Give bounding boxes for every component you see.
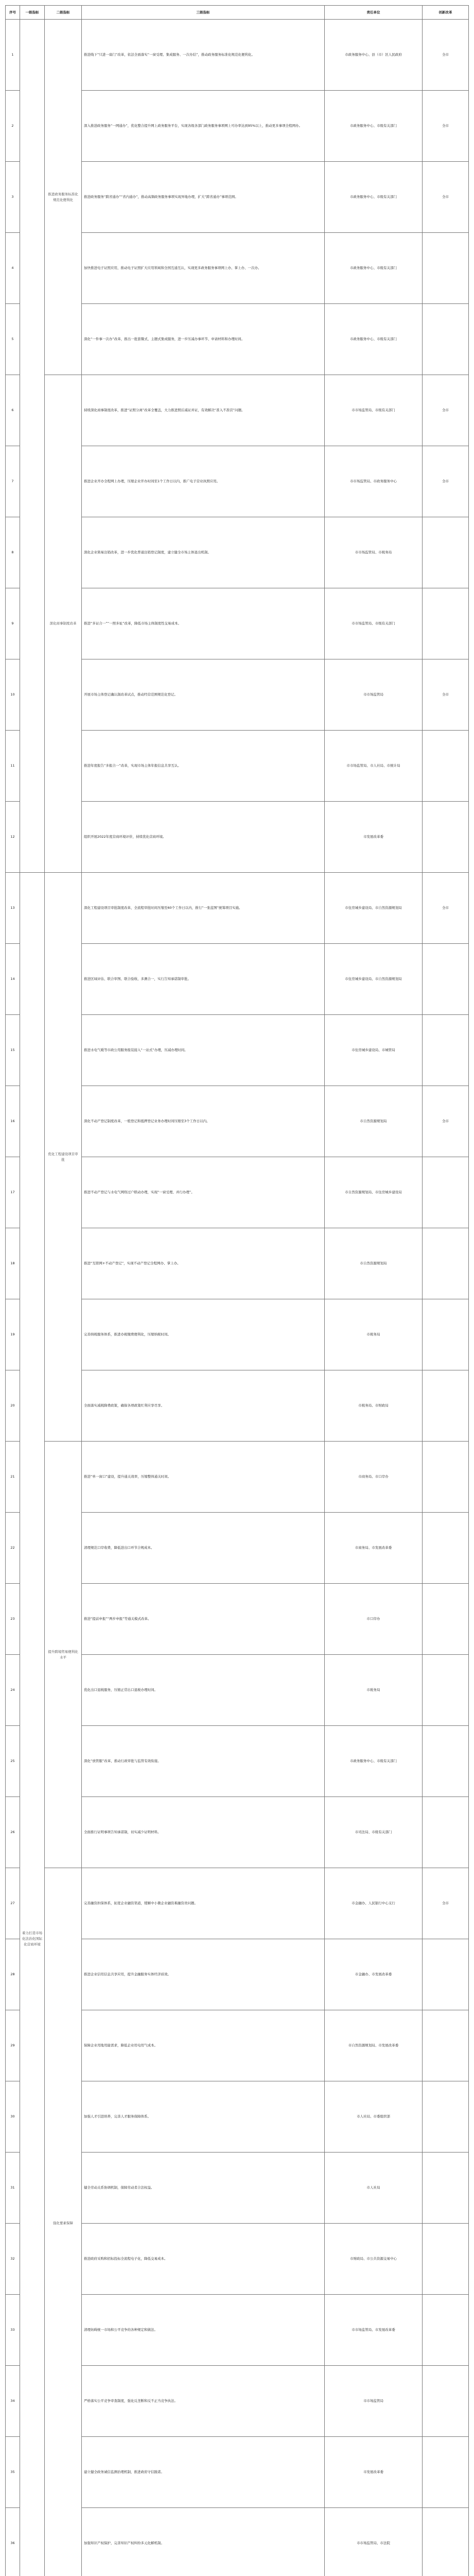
task-description: 清理妨碍统一市场和公平竞争的各种规定和做法。 bbox=[82, 2295, 325, 2366]
responsible-units: 市税务局、市财政局 bbox=[325, 1370, 423, 1442]
responsible-units: 市市场监管局、市法院 bbox=[325, 2508, 423, 2576]
level2-indicator: 深化商事制度改革 bbox=[45, 375, 82, 873]
row-number: 15 bbox=[6, 1015, 20, 1086]
reform-mark bbox=[423, 233, 469, 304]
responsible-units: 市政务服务中心、市级有关部门 bbox=[325, 162, 423, 233]
task-description: 加快推进电子证照应用，推动电子证照扩大应用领域和全国互通互认，实现更多政务服务事项网上办、掌上办、一次办。 bbox=[82, 233, 325, 304]
task-description: 推进“单一窗口”建设，提升通关效率，压缩整体通关时间。 bbox=[82, 1442, 325, 1513]
task-description: 深化工程建设项目审批制度改革，全流程审批时间压缩至60个工作日以内，推行“一张蓝图”统筹项目实施。 bbox=[82, 873, 325, 944]
row-number: 21 bbox=[6, 1442, 20, 1513]
responsible-units: 市市场监管局、市发展改革委 bbox=[325, 2295, 423, 2366]
responsible-units: 市财政局、市公共资源交易中心 bbox=[325, 2224, 423, 2295]
responsible-units: 市发展改革委 bbox=[325, 2437, 423, 2508]
responsible-units: 市金融办、市发展改革委 bbox=[325, 1939, 423, 2010]
row-number: 4 bbox=[6, 233, 20, 304]
reform-mark: 全市 bbox=[423, 659, 469, 731]
task-description: 推进线下“只进一扇门”改革，依法全面落实“一窗受理、集成服务、一次办结”，推动政务服务标准化规范化便利化。 bbox=[82, 20, 325, 91]
reform-mark bbox=[423, 731, 469, 802]
responsible-units: 市市场监管局 bbox=[325, 659, 423, 731]
task-description: 优化出口退税服务，压缩正常出口退税办理时间。 bbox=[82, 1655, 325, 1726]
responsible-units: 市自然资源规划局 bbox=[325, 1228, 423, 1299]
responsible-units: 市政务服务中心、市级有关部门 bbox=[325, 1726, 423, 1797]
row-number: 32 bbox=[6, 2224, 20, 2295]
task-description: 持续深化商事制度改革，推进“证照分离”改革全覆盖，大力推进照后减证并证，有效解决“准入不准营”问题。 bbox=[82, 375, 325, 446]
task-description: 加强人才引进培养，完善人才服务保障体系。 bbox=[82, 2081, 325, 2153]
task-description: 推进区域评估、联合审图、联合验收、多测合一，实行告知承诺制审批。 bbox=[82, 944, 325, 1015]
reform-mark bbox=[423, 1228, 469, 1299]
task-description: 推进年度报告“多报合一”改革，实现市场主体年报信息共享互认。 bbox=[82, 731, 325, 802]
responsible-units: 市政务服务中心、市级有关部门 bbox=[325, 233, 423, 304]
task-description: 深化“一件事一次办”改革，推出一批套餐式、主题式集成服务，进一步压减办事环节、申请材料和办理时间。 bbox=[82, 304, 325, 375]
row-number: 34 bbox=[6, 2366, 20, 2437]
task-description: 健全劳动关系协调机制，保障劳动者合法权益。 bbox=[82, 2153, 325, 2224]
task-description: 保障企业用地用能需求，降低企业用电用气成本。 bbox=[82, 2010, 325, 2081]
row-number: 8 bbox=[6, 517, 20, 588]
reform-mark: 全市 bbox=[423, 873, 469, 944]
responsible-units: 市市场监管局、市级有关部门 bbox=[325, 375, 423, 446]
reform-mark bbox=[423, 1442, 469, 1513]
row-number: 29 bbox=[6, 2010, 20, 2081]
reform-mark bbox=[423, 2224, 469, 2295]
row-number: 25 bbox=[6, 1726, 20, 1797]
task-description: 推进不动产登记与水电气网络过户联动办理，实现“一窗受理、并行办理”。 bbox=[82, 1157, 325, 1228]
reform-mark bbox=[423, 1157, 469, 1228]
row-number: 13 bbox=[6, 873, 20, 944]
responsible-units: 市司法局、市级有关部门 bbox=[325, 1797, 423, 1868]
reform-mark bbox=[423, 1015, 469, 1086]
task-description: 深化不动产登记制度改革，一般登记和抵押登记业务办理时间压缩至3个工作日以内。 bbox=[82, 1086, 325, 1157]
row-number: 27 bbox=[6, 1868, 20, 1939]
reform-mark: 全市 bbox=[423, 1868, 469, 1939]
task-description: 推进企业信用信息共享应用，提升金融服务实体经济质效。 bbox=[82, 1939, 325, 2010]
responsible-units: 市自然资源规划局、市发展改革委 bbox=[325, 2010, 423, 2081]
table-row bbox=[6, 873, 469, 944]
header-reform: 创新改革 bbox=[423, 6, 469, 20]
responsible-units: 市政务服务中心、县（市）区人民政府 bbox=[325, 20, 423, 91]
task-description: 推进“多证合一”“一照多址”改革，降低市场主体制度性交易成本。 bbox=[82, 588, 325, 659]
header-level2: 二级指标 bbox=[45, 6, 82, 20]
reform-mark bbox=[423, 1726, 469, 1797]
header-level1: 一级指标 bbox=[20, 6, 45, 20]
row-number: 31 bbox=[6, 2153, 20, 2224]
row-number: 30 bbox=[6, 2081, 20, 2153]
row-number: 14 bbox=[6, 944, 20, 1015]
row-number: 24 bbox=[6, 1655, 20, 1726]
responsible-units: 市自然资源规划局 bbox=[325, 1086, 423, 1157]
responsible-units: 市住房城乡建设局、市自然资源规划局 bbox=[325, 873, 423, 944]
reform-mark: 全市 bbox=[423, 446, 469, 517]
task-description: 深入推进政务服务“一网通办”，优化整合提升网上政务服务平台，实现各级各部门政务服务事项网上可办率达到95%以上，推动更多事项全程网办。 bbox=[82, 91, 325, 162]
responsible-units: 市住房城乡建设局、市自然资源规划局 bbox=[325, 944, 423, 1015]
reform-mark: 全市 bbox=[423, 1086, 469, 1157]
reform-mark bbox=[423, 1939, 469, 2010]
row-number: 6 bbox=[6, 375, 20, 446]
reform-mark: 全市 bbox=[423, 375, 469, 446]
responsible-units: 市金融办、人民银行中心支行 bbox=[325, 1868, 423, 1939]
level2-indicator: 提升跨境贸易便利化水平 bbox=[45, 1442, 82, 1868]
reform-mark bbox=[423, 2153, 469, 2224]
reform-mark bbox=[423, 1513, 469, 1584]
reform-mark bbox=[423, 2508, 469, 2576]
row-number: 9 bbox=[6, 588, 20, 659]
row-number: 16 bbox=[6, 1086, 20, 1157]
level1-indicator bbox=[20, 20, 45, 873]
task-description: 推进“互联网+不动产登记”，实现不动产登记全程网办、掌上办。 bbox=[82, 1228, 325, 1299]
header-level3: 三级指标 bbox=[82, 6, 325, 20]
task-description: 推进水电气暖等市政公用服务报装接入“一站式”办理，压减办理时间。 bbox=[82, 1015, 325, 1086]
reform-mark bbox=[423, 802, 469, 873]
row-number: 7 bbox=[6, 446, 20, 517]
row-number: 1 bbox=[6, 20, 20, 91]
level2-indicator: 强化要素保障 bbox=[45, 1868, 82, 2576]
task-description: 推进企业开办全程网上办理，压缩企业开办时间至1个工作日以内，推广电子营业执照应用。 bbox=[82, 446, 325, 517]
reform-mark bbox=[423, 1655, 469, 1726]
level2-indicator: 推进政务服务标准化规范化便利化 bbox=[45, 20, 82, 375]
responsible-units: 市口岸办 bbox=[325, 1584, 423, 1655]
reform-mark: 全市 bbox=[423, 91, 469, 162]
responsible-units: 市市场监管局、市税务局 bbox=[325, 517, 423, 588]
task-description: 全面落实减税降费政策，确保各项政策红利应享尽享。 bbox=[82, 1370, 325, 1442]
reform-mark bbox=[423, 944, 469, 1015]
responsible-units: 市自然资源规划局、市住房城乡建设局 bbox=[325, 1157, 423, 1228]
row-number: 19 bbox=[6, 1299, 20, 1370]
task-description: 完善纳税服务体系，推进办税缴费便利化，压缩纳税时间。 bbox=[82, 1299, 325, 1370]
table-row bbox=[6, 1442, 469, 1513]
row-number: 23 bbox=[6, 1584, 20, 1655]
row-number: 18 bbox=[6, 1228, 20, 1299]
responsible-units: 市发展改革委 bbox=[325, 802, 423, 873]
task-description: 推进政务服务“跨省通办”“省内通办”，推动高频政务服务事项实现异地办理，扩大“跨省通办”事项范围。 bbox=[82, 162, 325, 233]
responsible-units: 市市场监管局、市级有关部门 bbox=[325, 588, 423, 659]
responsible-units: 市市场监管局、市政务服务中心 bbox=[325, 446, 423, 517]
task-description: 深化企业简易注销改革，进一步优化普通注销登记制度，建立健全市场主体退出机制。 bbox=[82, 517, 325, 588]
task-description: 开展市场主体登记确认制改革试点，推动经营范围规范化登记。 bbox=[82, 659, 325, 731]
responsible-units: 市人社局 bbox=[325, 2153, 423, 2224]
reform-mark: 全市 bbox=[423, 162, 469, 233]
reform-mark bbox=[423, 2437, 469, 2508]
task-description: 全面推行证明事项告知承诺制，切实减少证明材料。 bbox=[82, 1797, 325, 1868]
table-row bbox=[6, 20, 469, 91]
row-number: 36 bbox=[6, 2508, 20, 2576]
table-row bbox=[6, 375, 469, 446]
task-description: 严格落实公平竞争审查制度，强化反垄断和反不正当竞争执法。 bbox=[82, 2366, 325, 2437]
task-description: 深化“放管服”改革，推动行政审批与监管有效衔接。 bbox=[82, 1726, 325, 1797]
reform-mark bbox=[423, 2366, 469, 2437]
reform-mark bbox=[423, 517, 469, 588]
reform-mark bbox=[423, 1584, 469, 1655]
reform-mark bbox=[423, 2081, 469, 2153]
reform-mark bbox=[423, 2295, 469, 2366]
responsible-units: 市商务局、市口岸办 bbox=[325, 1442, 423, 1513]
header-units: 责任单位 bbox=[325, 6, 423, 20]
task-description: 组织开展2022年度营商环境评价，持续优化营商环境。 bbox=[82, 802, 325, 873]
reform-mark bbox=[423, 1299, 469, 1370]
task-description: 推进政府采购和招标投标全流程电子化，降低交易成本。 bbox=[82, 2224, 325, 2295]
row-number: 5 bbox=[6, 304, 20, 375]
level2-indicator: 优化工程建设项目审批 bbox=[45, 873, 82, 1442]
level1-indicator: 着力打造市场化法治化国际化营商环境 bbox=[20, 873, 45, 2576]
row-number: 33 bbox=[6, 2295, 20, 2366]
task-description: 完善融资担保体系，拓宽企业融资渠道，缓解中小微企业融资难融资贵问题。 bbox=[82, 1868, 325, 1939]
row-number: 17 bbox=[6, 1157, 20, 1228]
responsible-units: 市人社局、市委组织部 bbox=[325, 2081, 423, 2153]
row-number: 26 bbox=[6, 1797, 20, 1868]
row-number: 12 bbox=[6, 802, 20, 873]
responsible-units: 市政务服务中心、市级有关部门 bbox=[325, 304, 423, 375]
row-number: 2 bbox=[6, 91, 20, 162]
row-number: 35 bbox=[6, 2437, 20, 2508]
task-description: 建立健全政务诚信监测治理机制，推进政府守信践诺。 bbox=[82, 2437, 325, 2508]
responsible-units: 市税务局 bbox=[325, 1655, 423, 1726]
row-number: 10 bbox=[6, 659, 20, 731]
responsible-units: 市住房城乡建设局、市城管局 bbox=[325, 1015, 423, 1086]
table-body bbox=[6, 20, 469, 2576]
reform-mark: 全市 bbox=[423, 20, 469, 91]
responsible-units: 市市场监管局 bbox=[325, 2366, 423, 2437]
reform-mark bbox=[423, 588, 469, 659]
table-header-row bbox=[6, 6, 469, 20]
reform-mark bbox=[423, 2010, 469, 2081]
task-table bbox=[5, 5, 469, 2576]
responsible-units: 市政务服务中心、市级有关部门 bbox=[325, 91, 423, 162]
responsible-units: 市市场监管局、市人社局、市统计局 bbox=[325, 731, 423, 802]
task-description: 推进“提前申报”“两步申报”等通关模式改革。 bbox=[82, 1584, 325, 1655]
responsible-units: 市商务局、市发展改革委 bbox=[325, 1513, 423, 1584]
row-number: 20 bbox=[6, 1370, 20, 1442]
row-number: 11 bbox=[6, 731, 20, 802]
row-number: 28 bbox=[6, 1939, 20, 2010]
header-no: 序号 bbox=[6, 6, 20, 20]
task-description: 加强知识产权保护，完善知识产权纠纷多元化解机制。 bbox=[82, 2508, 325, 2576]
task-description: 清理规范口岸收费，降低进出口环节合规成本。 bbox=[82, 1513, 325, 1584]
responsible-units: 市税务局 bbox=[325, 1299, 423, 1370]
table-row bbox=[6, 1868, 469, 1939]
row-number: 3 bbox=[6, 162, 20, 233]
reform-mark bbox=[423, 1797, 469, 1868]
reform-mark bbox=[423, 304, 469, 375]
reform-mark bbox=[423, 1370, 469, 1442]
row-number: 22 bbox=[6, 1513, 20, 1584]
